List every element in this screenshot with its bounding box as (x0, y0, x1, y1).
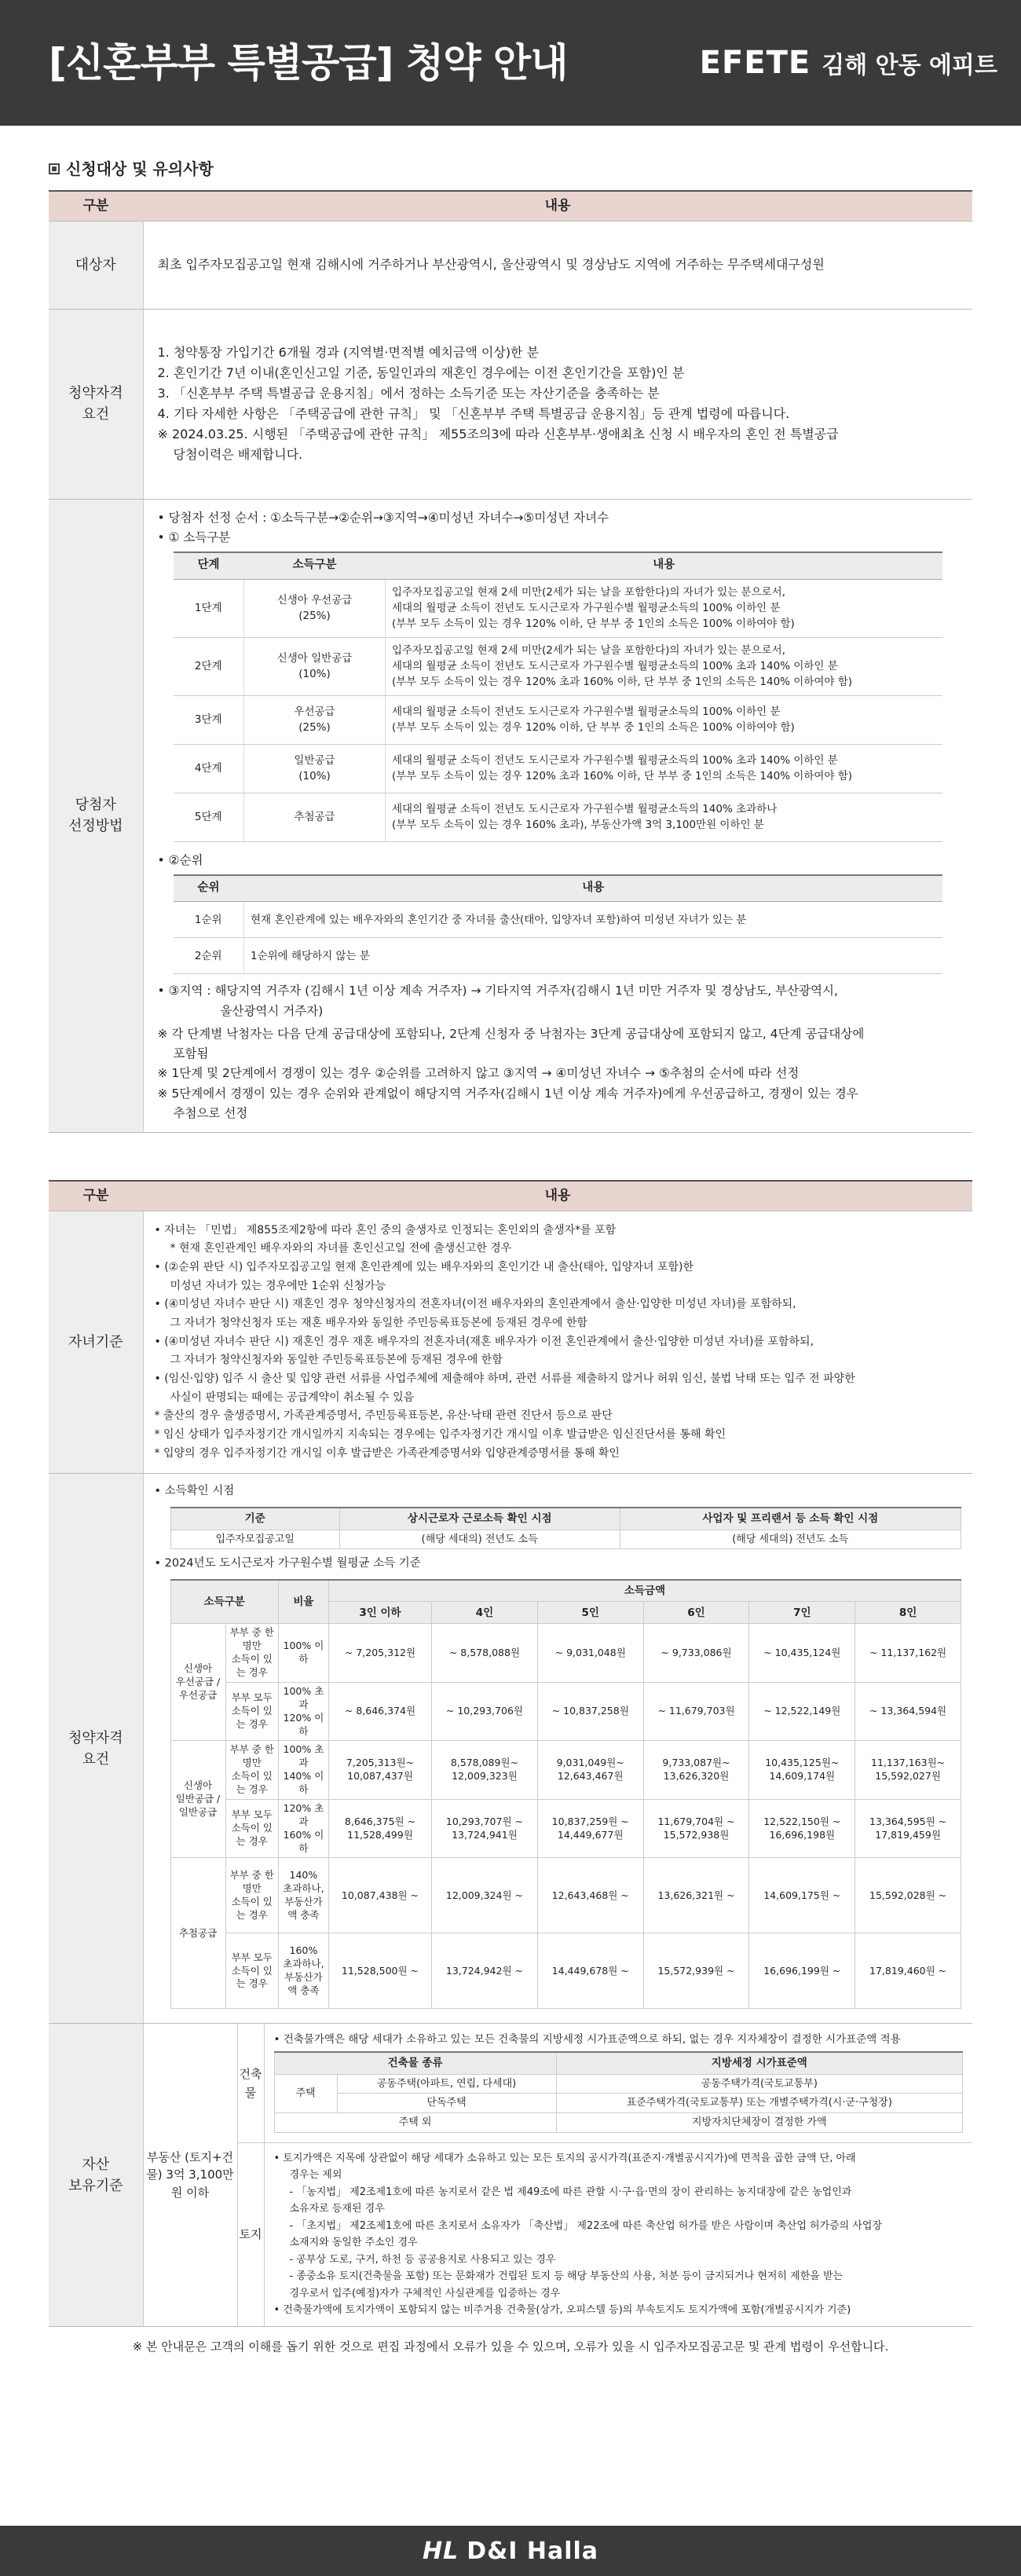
table-row: 부부 모두 소득이 있는 경우 100% 초과 120% 이하 ~ 8,646,374원 ~ 10,293,706원 ~ 10,837,258원 ~ 11,679,703원 ~ 12,522,149원 ~ 13,364,594원 (170, 1682, 961, 1741)
brand-ko: 김해 안동 에피트 (822, 52, 997, 79)
section-title (49, 157, 972, 181)
table-row: 1순위 현재 혼인관계에 있는 배우자와의 혼인기간 중 자녀를 출산(태아, 입양자녀 포함)하여 미성년 자녀가 있는 분 (174, 902, 943, 938)
income-stage-table: 단계 소득구분 내용 1단계 신생아 우선공급 (25%) 입주자모집공고일 현재 2세 미만(2세가 되는 날을 포함한다)의 자녀가 있는 분으로서, 세대의 월평균 소득이 전년도 도시근로자 가구원수별 월평균소득의 100% 이하인 분 (부부 모두 소득이 있는 경우 120% 이하, 단 부부 중 1인의 소득은 100% 이하여야 함) 2단계 신생아 일반공급 (10%) 입주자모집공고일 현재 2세 미만(2세가 되는 날을 포함한다)의 자녀가 있는 분으로서, 세대의 월평균 소득이 전년도 도시근로자 가구원수별 월평균소득의 100% 초과 140% 이하인 분 (부부 모두 소득이 있는 경우 120% 초과 160% 이하, 단 부부 중 1인의 소득은 140% 이하여야 함) 3단계 우선공급 (25%) 세대의 월평균 소득이 전년도 도시근로자 가구원수별 월평균소득의 100% 이하인 분 (부부 모두 소득이 있는 경우 120% 이하, 단 부부 중 1인의 소득은 100% 이하여야 함) 4단계 일반공급 (10%) 세대의 월평균 소득이 전년도 도시근로자 가구원수별 월평균소득의 100% 초과 140% 이하인 분 (부부 모두 소득이 있는 경우 120% 초과 160% 이하, 단 부부 중 1인의 소득은 140% 이하여야 함) 5단계 추첨공급 세대의 월평균 소득이 전년도 도시근로자 가구원수별 월평균소득의 140% 초과하나 (부부 모두 소득이 있는 경우 160% 초과), 부동산가액 3억 3,100만원 이하인 분 (174, 551, 943, 842)
qualification-list: 1. 청약통장 가입기간 6개월 경과 (지역별·면적별 예치금액 이상)한 분 2. 혼인기간 7년 이내(혼인신고일 기준, 동일인과의 재혼인 경우에는 이전 혼인기간을 포함)인 분 3. 「신혼부부 주택 특별공급 운용지침」에서 정하는 소득기준 또는 자산기준을 충족하는 분 4. 기타 자세한 사항은 「주택공급에 관한 규칙」 및 「신혼부부 주택 특별공급 운용지침」등 관계 법령에 따릅니다. ※ 2024.03.25. 시행된 「주택공급에 관한 규칙」 제55조의3에 따라 신혼부부·생애최초 신청 시 배우자의 혼인 전 특별공급 당첨이력은 배제합니다. (143, 309, 972, 499)
page-title: [신혼부부 특별공급] 청약 안내 (49, 39, 568, 86)
hl-logo: HL (422, 2537, 459, 2565)
brand-logo (700, 39, 997, 86)
col-header-content: 내용 (143, 1181, 972, 1211)
rank-table: 순위 내용 1순위 현재 혼인관계에 있는 배우자와의 혼인기간 중 자녀를 출산(태아, 입양자녀 포함)하여 미성년 자녀가 있는 분 2순위 1순위에 해당하지 않는 분 (174, 874, 943, 975)
row-label-selection-method: 당첨자 선정방법 (49, 499, 143, 1133)
land-section: 토지 • 토지가액은 지목에 상관없이 해당 세대가 소유하고 있는 모든 토지의 공시가격(표준지·개별공시지가)에 면적을 곱한 금액 단, 아래 경우는 제외 - 「농지법」 제2조제1호에 따른 농지로서 같은 법 제49조에 따른 관할 시·구·읍·면의 장이 관리하는 농지대장에 같은 농업인과 소유자로 등재된 경우 - 「초지법」 제2조제1호에 따른 초지로서 소유자가 「축산법」 제22조에 따른 축산업 허가를 받은 사람이며 축산업 허가증의 사업장 소재지와 동일한 주소인 경우 - 공부상 도로, 구거, 하천 등 공공용지로 사용되고 있는 경우 - 종중소유 토지(건축물을 포함) 또는 문화재가 건립된 토지 등 해당 부동산의 사용, 처분 등이 금지되거나 현저히 제한을 받는 경우로서 입주(예정)자가 구체적인 사실관계를 입증하는 경우 • 건축물가액에 토지가액이 포함되지 않는 비주거용 건축물(상가, 오피스텔 등)의 부속토지도 토지가액에 포함(개별공시지가 기준) (238, 2143, 973, 2326)
col-header-category: 구분 (49, 1181, 143, 1211)
note-2: ※ 1단계 및 2단계에서 경쟁이 있는 경우 ②순위를 고려하지 않고 ③지역 → ④미성년 자녀수 → ⑤추첨의 순서에 따라 선정 (157, 1066, 800, 1081)
footer-logo (0, 2526, 1021, 2576)
criteria-table (49, 1180, 972, 2327)
table-row: 추첨공급 부부 중 한 명만 소득이 있는 경우 140% 초과하나, 부동산가액 충족 10,087,438원 ~ 12,009,324원 ~ 12,643,468원 ~ 13,626,321원 ~ 14,609,175원 ~ 15,592,028원 ~ (170, 1858, 961, 1933)
row-label-qualification: 청약자격 요건 (49, 309, 143, 499)
table-row: 단독주택 표준주택가격(국토교통부) 또는 개별주택가격(시·군·구청장) (274, 2094, 963, 2113)
note-3: ※ 5단계에서 경쟁이 있는 경우 순위와 관계없이 해당지역 거주자(김해시 1년 이상 계속 거주자)에게 우선공급하고, 경쟁이 있는 경우 (157, 1086, 858, 1101)
building-section: 건축물 • 건축물가액은 해당 세대가 소유하고 있는 모든 건축물의 지방세정 시가표준액으로 하되, 없는 경우 지자체장이 결정한 시가표준액 적용 건축물 종류 지방세정 시가표준액 주택 공동주택(아파트, 연립, 다세대) 공동주택가격(국토교통부) 단독주택 표준주택가격(국토교통부) 또는 개별주택가격(시·군·구청장) 주택 외 지방자치단체장이 결정한 가액 (238, 2024, 973, 2142)
table-row: 신생아 우선공급 / 우선공급 부부 중 한 명만 소득이 있는 경우 100% 이하 ~ 7,205,312원 ~ 8,578,088원 ~ 9,031,048원 ~ 9,733,086원 ~ 10,435,124원 ~ 11,137,162원 (170, 1624, 961, 1683)
selection-method: • 당첨자 선정 순서 : ①소득구분→②순위→③지역→④미성년 자녀수→⑤미성년 자녀수 • ① 소득구분 단계 소득구분 내용 1단계 신생아 우선공급 (25%) 입주자모집공고일 현재 2세 미만(2세가 되는 날을 포함한다)의 자녀가 있는 분으로서, 세대의 월평균 소득이 전년도 도시근로자 가구원수별 월평균소득의 100% 이하인 분 (부부 모두 소득이 있는 경우 120% 이하, 단 부부 중 1인의 소득은 100% 이하여야 함) 2단계 신생아 일반공급 (10%) 입주자모집공고일 현재 2세 미만(2세가 되는 날을 포함한다)의 자녀가 있는 분으로서, 세대의 월평균 소득이 전년도 도시근로자 가구원수별 월평균소득의 100% 초과 140% 이하인 분 (부부 모두 소득이 있는 경우 120% 초과 160% 이하, 단 부부 중 1인의 소득은 140% 이하여야 함) 3단계 우선공급 (25%) 세대의 월평균 소득이 전년도 도시근로자 가구원수별 월평균소득의 100% 이하인 분 (부부 모두 소득이 있는 경우 120% 이하, 단 부부 중 1인의 소득은 100% 이하여야 함) 4단계 일반공급 (10%) 세대의 월평균 소득이 전년도 도시근로자 가구원수별 월평균소득의 100% 초과 140% 이하인 분 (부부 모두 소득이 있는 경우 120% 초과 160% 이하, 단 부부 중 1인의 소득은 140% 이하여야 함) 5단계 추첨공급 세대의 월평균 소득이 전년도 도시근로자 가구원수별 월평균소득의 140% 초과하나 (부부 모두 소득이 있는 경우 160% 초과), 부동산가액 3억 3,100만원 이하인 분 • ②순위 순위 내용 1순위 현재 혼인관계에 있는 배우자와의 혼인기간 중 자녀를 출산(태아, 입양자녀 포함)하여 미성년 자녀가 있는 분 2순위 1순위에 해당하지 않는 분 • ③지역 : 해당지역 거주자 (김해시 1년 이상 계속 거주자) → 기타지역 거주자(김해시 1년 미만 거주자 및 경상남도, 부산광역시, 울산광역시 거주자) ※ 각 단계별 낙첨자는 다음 단계 공급대상에 포함되나, 2단계 신청자 중 낙첨자는 3단계 공급대상에 포함되지 않고, 4단계 공급대상에 포함됨 ※ 1단계 및 2단계에서 경쟁이 있는 경우 ②순위를 고려하지 않고 ③지역 → ④미성년 자녀수 → ⑤추첨의 순서에 따라 선정 ※ 5단계에서 경쟁이 있는 경우 순위와 관계없이 해당지역 거주자(김해시 1년 이상 계속 거주자)에게 우선공급하고, 경쟁이 있는 경우 추첨으로 선정 (143, 499, 972, 1133)
income-check-table: 기준 상시근로자 근로소득 확인 시점 사업자 및 프리랜서 등 소득 확인 시점 입주자모집공고일 (해당 세대의) 전년도 소득 (해당 세대의) 전년도 소득 (170, 1507, 962, 1549)
child-criteria: • 자녀는 「민법」 제855조제2항에 따라 혼인 중의 출생자로 인정되는 혼인외의 출생자*를 포함 * 현재 혼인관계인 배우자와의 자녀를 혼인신고일 전에 출생신고한 경우 • (②순위 판단 시) 입주자모집공고일 현재 혼인관계에 있는 배우자와의 혼인기간 내 출산(태아, 입양자녀 포함)한 미성년 자녀가 있는 경우에만 1순위 신청가능 • (④미성년 자녀수 판단 시) 재혼인 경우 청약신청자의 전혼자녀(이전 배우자와의 혼인관계에서 출산·입양한 미성년 자녀)를 포함하되, 그 자녀가 청약신청자 또는 재혼 배우자와 동일한 주민등록표등본에 등재된 경우에 한함 • (④미성년 자녀수 판단 시) 재혼인 경우 재혼 배우자의 전혼자녀(재혼 배우자가 이전 혼인관계에서 출산·입양한 미성년 자녀)를 포함하되, 그 자녀가 청약신청자와 동일한 주민등록표등본에 등재된 경우에 한함 • (임신·입양) 입주 시 출산 및 입양 관련 서류를 사업주체에 제출해야 하며, 관련 서류를 제출하지 않거나 허위 임신, 불법 낙태 또는 입주 전 파양한 사실이 판명되는 때에는 공급계약이 취소될 수 있음 * 출산의 경우 출생증명서, 가족관계증명서, 주민등록표등본, 유산·낙태 관련 진단서 등으로 판단 * 임신 상태가 입주자정기간 개시일까지 지속되는 경우에는 입주자정기간 개시일 이후 발급받은 임신진단서를 통해 확인 * 입양의 경우 입주자정기간 개시일 이후 발급받은 가족관계증명서와 입양관계증명서를 통해 확인 (143, 1211, 972, 1474)
table-row: 2단계 신생아 일반공급 (10%) 입주자모집공고일 현재 2세 미만(2세가 되는 날을 포함한다)의 자녀가 있는 분으로서, 세대의 월평균 소득이 전년도 도시근로자 가구원수별 월평균소득의 100% 초과 140% 이하인 분 (부부 모두 소득이 있는 경우 120% 초과 160% 이하, 단 부부 중 1인의 소득은 140% 이하여야 함) (174, 637, 943, 695)
table-row: 2순위 1순위에 해당하지 않는 분 (174, 938, 943, 974)
income-threshold-table: 소득구분 비율 소득금액 3인 이하 4인 5인 6인 7인 8인 신생아 우선공급 / 우선공급 부부 중 한 명만 소득이 있는 경우 100% 이하 ~ 7,205,312원 ~ 8,578,088원 ~ 9,031,048원 ~ 9,733,086원 ~ 10,435,124원 ~ 11,137,162원 부부 모두 소득이 있는 경우 100% 초과 120% 이하 ~ 8,646,374원 ~ 10,293,706원 ~ 10,837,258원 ~ 11,679,703원 ~ 12,522,149원 ~ 13,364,594원 신생아 일반공급 / 일반공급 부부 중 한 명만 소득이 있는 경우 100% 초과 140% 이하 7,205,313원~ 10,087,437원 8,578,089원~ 12,009,323원 9,031,049원~ 12,643,467원 9,733,087원~ 13,626,320원 10,435,125원~ 14,609,174원 11,137,163원~ 15,592,027원 부부 모두 소득이 있는 경우 120% 초과 160% 이하 8,646,375원 ~ 11,528,499원 10,293,707원 ~ 13,724,941원 10,837,259원 ~ 14,449,677원 11,679,704원 ~ 15,572,938원 12,522,150원 ~ 16,696,198원 13,364,595원 ~ 17,819,459원 추첨공급 부부 중 한 명만 소득이 있는 경우 140% 초과하나, 부동산가액 충족 10,087,438원 ~ 12,009,324원 ~ 12,643,468원 ~ 13,626,321원 ~ 14,609,175원 ~ 15,592,028원 ~ 부부 모두 소득이 있는 경우 160% 초과하나, 부동산가액 충족 11,528,500원 ~ 13,724,942원 ~ 14,449,678원 ~ 15,572,939원 ~ 16,696,199원 ~ 17,819,460원 ~ (170, 1579, 962, 2010)
table-row: 부부 모두 소득이 있는 경우 120% 초과 160% 이하 8,646,375원 ~ 11,528,499원 10,293,707원 ~ 13,724,941원 10,837,259원 ~ 14,449,677원 11,679,704원 ~ 15,572,938원 12,522,150원 ~ 16,696,198원 13,364,595원 ~ 17,819,459원 (170, 1799, 961, 1858)
eligibility-table (49, 190, 972, 1133)
square-bullet-icon (49, 163, 60, 174)
asset-criteria (143, 2024, 972, 2326)
disclaimer: ※ 본 안내문은 고객의 이해를 돕기 위한 것으로 편집 과정에서 오류가 있을 수 있으며, 오류가 있을 시 입주자모집공고문 및 관계 법령이 우선합니다. (132, 2339, 889, 2354)
table-row: 신생아 일반공급 / 일반공급 부부 중 한 명만 소득이 있는 경우 100% 초과 140% 이하 7,205,313원~ 10,087,437원 8,578,089원~ 12,009,323원 9,031,049원~ 12,643,467원 9,733,087원~ 13,626,320원 10,435,125원~ 14,609,174원 11,137,163원~ 15,592,027원 (170, 1741, 961, 1800)
table-row: 입주자모집공고일 (해당 세대의) 전년도 소득 (해당 세대의) 전년도 소득 (170, 1530, 961, 1549)
table-row: 부부 모두 소득이 있는 경우 160% 초과하나, 부동산가액 충족 11,528,500원 ~ 13,724,942원 ~ 14,449,678원 ~ 15,572,939원 ~ 16,696,199원 ~ 17,819,460원 ~ (170, 1933, 961, 2009)
asset-limit-label: 부동산 (토지+건물) 3억 3,100만원 이하 (144, 2024, 238, 2325)
row-label-asset: 자산 보유기준 (49, 2024, 143, 2326)
row-label-child: 자녀기준 (49, 1211, 143, 1474)
brand-en: EFETE (699, 45, 811, 81)
income-criteria: • 소득확인 시점 기준 상시근로자 근로소득 확인 시점 사업자 및 프리랜서 등 소득 확인 시점 입주자모집공고일 (해당 세대의) 전년도 소득 (해당 세대의) 전년도 소득 • 2024년도 도시근로자 가구원수별 월평균 소득 기준 소득구분 비율 소득금액 3인 이하 4인 5인 6인 7인 8인 신생아 우선공급 / 우선공급 부부 중 한 명만 소득이 있는 경우 100% 이하 ~ 7,205,312원 ~ 8,578,088원 ~ 9,031,048원 ~ 9,733,086원 ~ 10,435,124원 ~ 11,137,162원 부부 모두 소득이 있는 경우 100% 초과 120% 이하 ~ 8,646,374원 ~ 10,293,706원 ~ 10,837,258원 ~ 11,679,703원 ~ 12,522,149원 ~ 13,364,594원 신생아 일반공급 / 일반공급 부부 중 한 명만 소득이 있는 경우 100% 초과 140% 이하 7,205,313원~ 10,087,437원 8,578,089원~ 12,009,323원 9,031,049원~ 12,643,467원 9,733,087원~ 13,626,320원 10,435,125원~ 14,609,174원 11,137,163원~ 15,592,027원 부부 모두 소득이 있는 경우 120% 초과 160% 이하 8,646,375원 ~ 11,528,499원 10,293,707원 ~ 13,724,941원 10,837,259원 ~ 14,449,677원 11,679,704원 ~ 15,572,938원 12,522,150원 ~ 16,696,198원 13,364,595원 ~ 17,819,459원 추첨공급 부부 중 한 명만 소득이 있는 경우 140% 초과하나, 부동산가액 충족 10,087,438원 ~ 12,009,324원 ~ 12,643,468원 ~ 13,626,321원 ~ 14,609,175원 ~ 15,592,028원 ~ 부부 모두 소득이 있는 경우 160% 초과하나, 부동산가액 충족 11,528,500원 ~ 13,724,942원 ~ 14,449,678원 ~ 15,572,939원 ~ 16,696,199원 ~ 17,819,460원 ~ (143, 1474, 972, 2024)
row-label-target: 대상자 (49, 221, 143, 309)
section-title-text: 신청대상 및 유의사항 (66, 159, 214, 178)
col-header-content: 내용 (143, 191, 972, 221)
selection-order: • 당첨자 선정 순서 : ①소득구분→②순위→③지역→④미성년 자녀수→⑤미성년 자녀수 (157, 510, 609, 525)
row-label-income: 청약자격 요건 (49, 1474, 143, 2024)
region-rule: • ③지역 : 해당지역 거주자 (김해시 1년 이상 계속 거주자) → 기타지역 거주자(김해시 1년 미만 거주자 및 경상남도, 부산광역시, (157, 984, 838, 999)
building-value-table: 건축물 종류 지방세정 시가표준액 주택 공동주택(아파트, 연립, 다세대) 공동주택가격(국토교통부) 단독주택 표준주택가격(국토교통부) 또는 개별주택가격(시·군·구청장) 주택 외 지방자치단체장이 결정한 가액 (274, 2051, 964, 2132)
target-text: 최초 입주자모집공고일 현재 김해시에 거주하거나 부산광역시, 울산광역시 및 경상남도 지역에 거주하는 무주택세대구성원 (143, 221, 972, 309)
footer-brand: D&I Halla (467, 2537, 599, 2565)
sub-heading-income: • ① 소득구분 (157, 529, 231, 544)
table-row: 1단계 신생아 우선공급 (25%) 입주자모집공고일 현재 2세 미만(2세가 되는 날을 포함한다)의 자녀가 있는 분으로서, 세대의 월평균 소득이 전년도 도시근로자 가구원수별 월평균소득의 100% 이하인 분 (부부 모두 소득이 있는 경우 120% 이하, 단 부부 중 1인의 소득은 100% 이하여야 함) (174, 579, 943, 637)
header-banner (0, 0, 1021, 126)
table-row: 주택 외 지방자치단체장이 결정한 가액 (274, 2113, 963, 2133)
table-row: 4단계 일반공급 (10%) 세대의 월평균 소득이 전년도 도시근로자 가구원수별 월평균소득의 100% 초과 140% 이하인 분 (부부 모두 소득이 있는 경우 120% 초과 160% 이하, 단 부부 중 1인의 소득은 140% 이하여야 함) (174, 744, 943, 793)
note-1: ※ 각 단계별 낙첨자는 다음 단계 공급대상에 포함되나, 2단계 신청자 중 낙첨자는 3단계 공급대상에 포함되지 않고, 4단계 공급대상에 (157, 1026, 865, 1041)
table-row: 3단계 우선공급 (25%) 세대의 월평균 소득이 전년도 도시근로자 가구원수별 월평균소득의 100% 이하인 분 (부부 모두 소득이 있는 경우 120% 이하, 단 부부 중 1인의 소득은 100% 이하여야 함) (174, 695, 943, 744)
sub-heading-rank: • ②순위 (157, 852, 203, 867)
table-row: 5단계 추첨공급 세대의 월평균 소득이 전년도 도시근로자 가구원수별 월평균소득의 140% 초과하나 (부부 모두 소득이 있는 경우 160% 초과), 부동산가액 3억 3,100만원 이하인 분 (174, 793, 943, 841)
table-row: 주택 공동주택(아파트, 연립, 다세대) 공동주택가격(국토교통부) (274, 2074, 963, 2094)
col-header-category: 구분 (49, 191, 143, 221)
